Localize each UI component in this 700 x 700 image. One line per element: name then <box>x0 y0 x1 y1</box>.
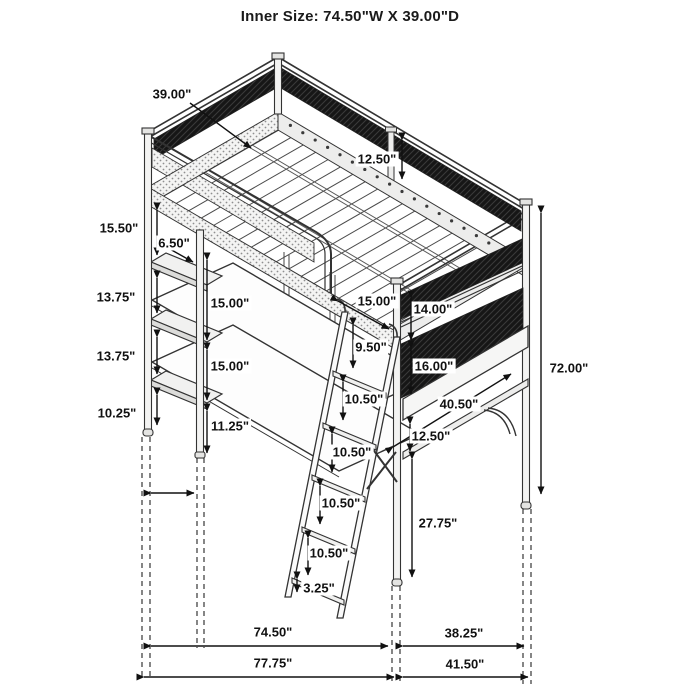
dimension-label: 40.50" <box>439 396 479 412</box>
dimension-label: 14.00" <box>413 301 453 317</box>
dimension-label: 15.50" <box>99 220 139 236</box>
dimension-label: 72.00" <box>549 360 589 376</box>
hutch-support-bracket <box>484 408 516 436</box>
dimension-label: 74.50" <box>253 624 293 640</box>
dimension-label: 16.00" <box>414 358 454 374</box>
dimension-label: 12.50" <box>357 151 397 167</box>
dimension-label: 9.50" <box>355 339 387 355</box>
dimension-label: 27.75" <box>418 515 458 531</box>
page-title: Inner Size: 74.50"W X 39.00"D <box>240 8 460 25</box>
dimension-label: 10.25" <box>97 405 137 421</box>
dimension-label: 10.50" <box>321 495 361 511</box>
dimension-label: 3.25" <box>303 580 335 596</box>
dimension-label: 39.00" <box>152 86 192 102</box>
dimension-label: 12.50" <box>411 428 451 444</box>
dimension-label: 13.75" <box>96 289 136 305</box>
dimension-label: 15.00" <box>210 295 250 311</box>
dimension-label: 38.25" <box>444 625 484 641</box>
guard-rail-top-rails <box>148 57 526 292</box>
dimension-label: 6.50" <box>158 235 190 251</box>
post-left <box>142 128 154 436</box>
dimension-label: 10.50" <box>332 444 372 460</box>
dimension-label: 10.50" <box>344 391 384 407</box>
dimension-label: 15.00" <box>210 358 250 374</box>
dimension-label: 11.25" <box>211 418 249 434</box>
dimension-label: 15.00" <box>357 293 397 309</box>
shelf-post <box>195 230 205 458</box>
extension-lines <box>142 437 531 684</box>
dimension-label: 41.50" <box>445 656 485 672</box>
mesh-panel-back-left <box>154 68 276 159</box>
dimension-label: 77.75" <box>253 655 293 671</box>
dimension-label: 13.75" <box>96 348 136 364</box>
dimension-label: 10.50" <box>309 545 349 561</box>
